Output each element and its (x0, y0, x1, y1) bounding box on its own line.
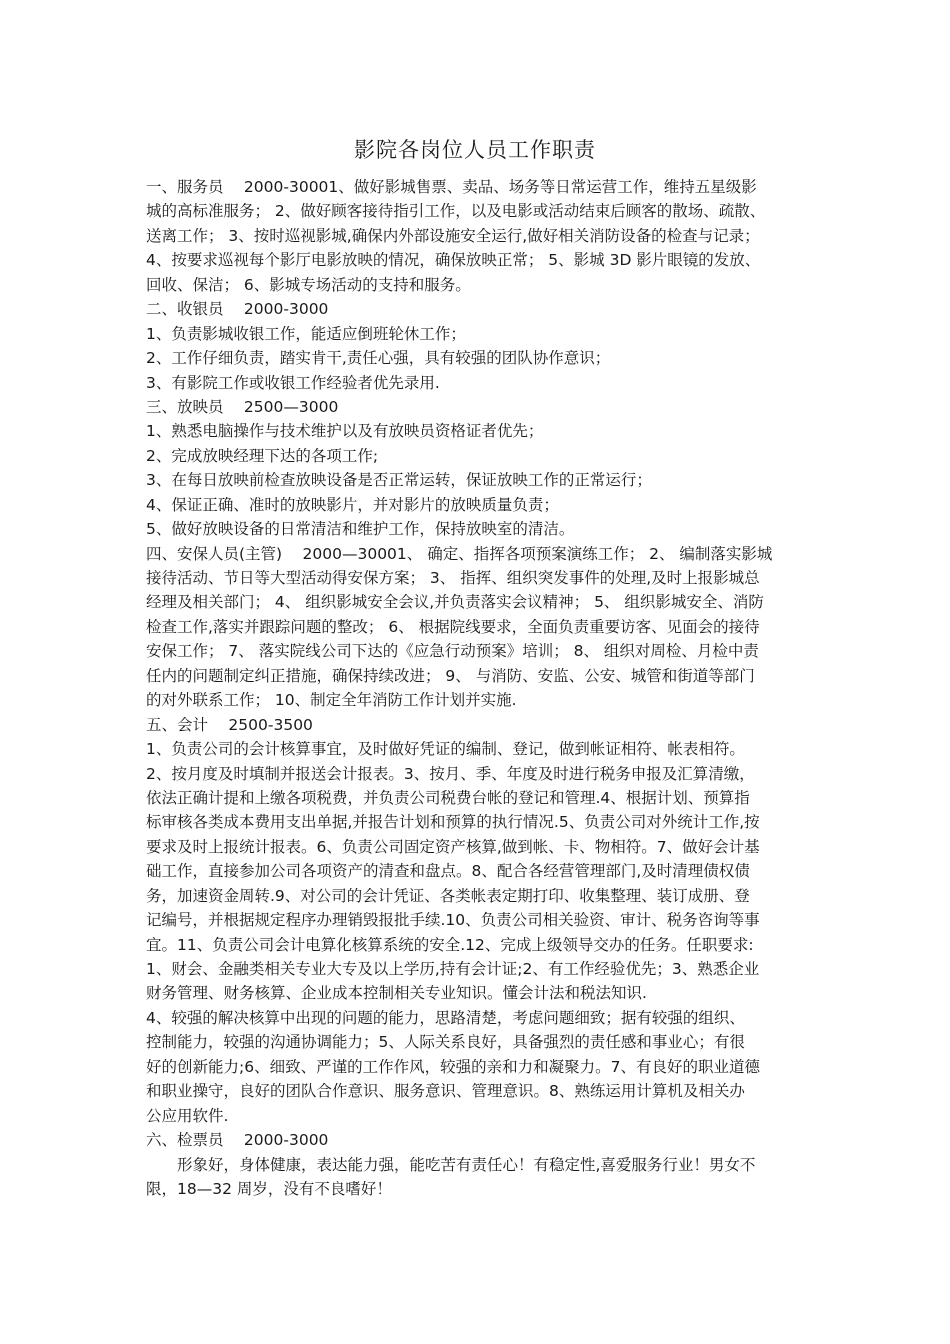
text-line: 公应用软件. (146, 1106, 229, 1125)
text-line: 础工作，直接参加公司各项资产的清查和盘点。8、配合各经营管理部门,及时清理债权债 (146, 862, 750, 881)
text-line: 2、工作仔细负责，踏实肯干,责任心强，具有较强的团队协作意识； (146, 349, 611, 368)
text-line: 1、熟悉电脑操作与技术维护以及有放映员资格证者优先； (146, 422, 544, 441)
text-line: 五、会计 2500-3500 (146, 715, 313, 734)
text-line: 四、安保人员(主管) 2000—30001、 确定、指挥各项预案演练工作； 2、 编制落实影城 (146, 544, 773, 563)
text-line: 限，18—32 周岁，没有不良嗜好！ (146, 1179, 392, 1198)
text-line: 4、保证正确、准时的放映影片，并对影片的放映质量负责； (146, 495, 559, 514)
text-line: 经理及相关部门； 4、 组织影城安全会议,并负责落实会议精神； 5、 组织影城安全、消防 (146, 593, 764, 612)
text-line: 送离工作； 3、按时巡视影城,确保内外部设施安全运行,做好相关消防设备的检查与记录； (146, 226, 760, 245)
text-line: 2、完成放映经理下达的各项工作; (146, 446, 379, 465)
text-line: 的对外联系工作； 10、制定全年消防工作计划并实施. (146, 691, 517, 710)
text-line: 标审核各类成本费用支出单据,并报告计划和预算的执行情况.5、负责公司对外统计工作,按 (146, 813, 760, 832)
text-line: 三、放映员 2500—3000 (146, 397, 339, 416)
text-line: 3、在每日放映前检查放映设备是否正常运转，保证放映工作的正常运行； (146, 471, 652, 490)
text-line: 要求及时上报统计报表。6、负责公司固定资产核算,做到帐、卡、物相符。7、做好会计基 (146, 837, 760, 856)
text-line: 3、有影院工作或收银工作经验者优先录用. (146, 373, 440, 392)
text-line: 5、做好放映设备的日常清洁和维护工作，保持放映室的清洁。 (146, 520, 575, 539)
document-body (146, 175, 814, 1201)
text-line: 二、收银员 2000-3000 (146, 300, 329, 319)
text-line: 4、较强的解决核算中出现的问题的能力，思路清楚，考虑问题细致；据有较强的组织、 (146, 1008, 745, 1027)
text-line: 六、检票员 2000-3000 (146, 1131, 329, 1150)
text-line: 检查工作,落实并跟踪问题的整改； 6、 根据院线要求，全面负责重要访客、见面会的接待 (146, 617, 760, 636)
text-line: 记编号，并根据规定程序办理销毁报批手续.10、负责公司相关验资、审计、税务咨询等事 (146, 911, 760, 930)
text-line: 2、按月度及时填制并报送会计报表。3、按月、季、年度及时进行税务申报及汇算清缴， (146, 764, 755, 783)
text-line: 4、按要求巡视每个影厅电影放映的情况，确保放映正常； 5、影城 3D 影片眼镜的发放、 (146, 251, 761, 270)
text-line: 接待活动、节日等大型活动得安保方案； 3、 指挥、组织突发事件的处理,及时上报影城总 (146, 569, 760, 587)
text-line: 一、服务员 2000-30001、做好影城售票、卖品、场务等日常运营工作，维持五星级影 (146, 178, 757, 196)
text-line: 好的创新能力;6、细致、严谨的工作作风，较强的亲和力和凝聚力。7、有良好的职业道德 (146, 1057, 760, 1076)
text-line: 控制能力，较强的沟通协调能力；5、人际关系良好，具备强烈的责任感和事业心；有很 (146, 1033, 745, 1052)
text-line: 形象好，身体健康，表达能力强，能吃苦有责任心！有稳定性,喜爱服务行业！男女不 (146, 1155, 756, 1174)
text-line: 财务管理、财务核算、企业成本控制相关专业知识。懂会计法和税法知识. (146, 984, 647, 1003)
text-line: 城的高标准服务； 2、做好顾客接待指引工作，以及电影或活动结束后顾客的散场、疏散、 (146, 202, 766, 221)
text-line: 依法正确计提和上缴各项税费，并负责公司税费台帐的登记和管理.4、根据计划、预算指 (146, 788, 750, 807)
text-line: 1、负责公司的会计核算事宜，及时做好凭证的编制、登记，做到帐证相符、帐表相符。 (146, 740, 745, 759)
text-line: 回收、保洁； 6、影城专场活动的支持和服务。 (146, 275, 471, 294)
document-title: 影院各岗位人员工作职责 (354, 138, 596, 162)
text-line: 1、负责影城收银工作，能适应倒班轮休工作； (146, 324, 466, 343)
text-line: 任内的问题制定纠正措施，确保持续改进； 9、 与消防、安监、公安、城管和街道等部门 (146, 666, 755, 685)
text-line: 安保工作； 7、 落实院线公司下达的《应急行动预案》培训； 8、 组织对周检、月检中责 (146, 642, 759, 661)
text-line: 和职业操守，良好的团队合作意识、服务意识、管理意识。8、熟练运用计算机及相关办 (146, 1082, 745, 1101)
text-line: 务，加速资金周转.9、对公司的会计凭证、各类帐表定期打印、收集整理、装订成册、登 (146, 886, 750, 905)
text-line: 宜。11、负责公司会计电算化核算系统的安全.12、完成上级领导交办的任务。任职要求: (146, 935, 754, 954)
text-line: 1、财会、金融类相关专业大专及以上学历,持有会计证;2、有工作经验优先；3、熟悉企业 (146, 960, 760, 978)
